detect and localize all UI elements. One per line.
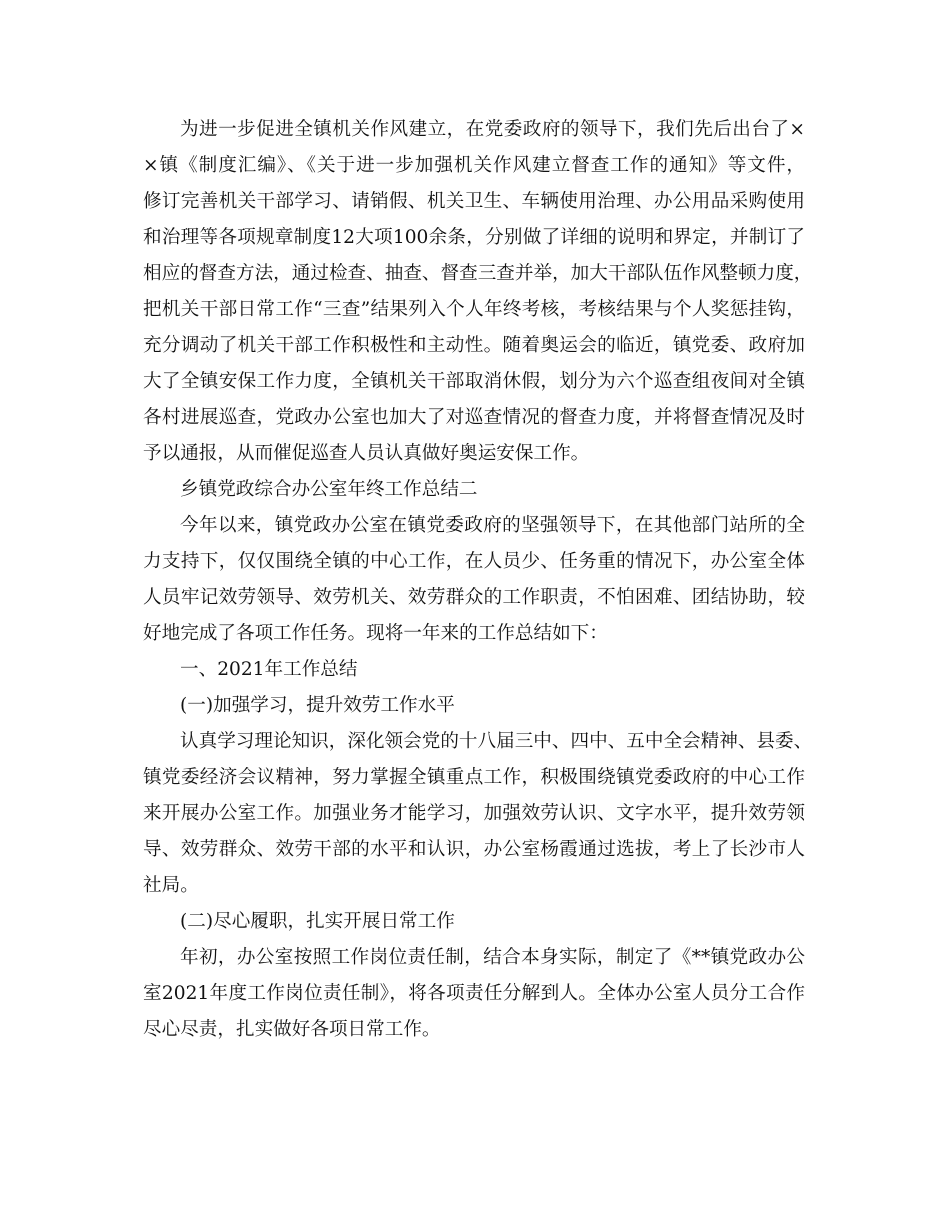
text-line: 大了全镇安保工作力度，全镇机关干部取消休假，划分为六个巡查组夜间对全镇 <box>143 371 805 392</box>
text-line: 尽心尽责，扎实做好各项日常工作。 <box>143 1019 441 1040</box>
text-line: 把机关干部日常工作“三查”结果列入个人年终考核，考核结果与个人奖惩挂钩， <box>143 299 805 320</box>
text-line: 各村进展巡查，党政办公室也加大了对巡查情况的督查力度，并将督查情况及时 <box>143 407 805 428</box>
text-line: 人员牢记效劳领导、效劳机关、效劳群众的工作职责，不怕困难、团结协助，较 <box>143 587 805 608</box>
heading-level-1 <box>143 652 805 688</box>
heading-level-2 <box>143 688 805 724</box>
paragraph-daily-work <box>143 940 805 1048</box>
text-line: 力支持下，仅仅围绕全镇的中心工作，在人员少、任务重的情况下，办公室全体 <box>143 551 805 572</box>
heading-line: (一)加强学习，提升效劳工作水平 <box>180 695 455 716</box>
heading-line: 一、2021年工作总结 <box>180 659 358 680</box>
text-line: 镇党委经济会议精神，努力掌握全镇重点工作，积极围绕镇党委政府的中心工作 <box>143 767 805 788</box>
text-line: 修订完善机关干部学习、请销假、机关卫生、车辆使用治理、办公用品采购使用 <box>143 191 805 212</box>
text-line: 认真学习理论知识，深化领会党的十八届三中、四中、五中全会精神、县委、 <box>180 731 813 752</box>
paragraph-intro <box>143 508 805 652</box>
heading-line: 乡镇党政综合办公室年终工作总结二 <box>180 479 478 500</box>
text-line: 好地完成了各项工作任务。现将一年来的工作总结如下： <box>143 623 608 644</box>
text-line: 室2021年度工作岗位责任制》，将各项责任分解到人。全体办公室人员分工合作 <box>143 983 805 1004</box>
text-line: 来开展办公室工作。加强业务才能学习，加强效劳认识、文字水平，提升效劳领 <box>143 803 805 824</box>
paragraph-study <box>143 724 813 904</box>
heading-level-2 <box>143 904 805 940</box>
text-line: 年初，办公室按照工作岗位责任制，结合本身实际，制定了《**镇党政办公 <box>180 947 805 968</box>
section-title <box>143 472 805 508</box>
heading-line: (二)尽心履职，扎实开展日常工作 <box>180 911 455 932</box>
text-line: 予以通报，从而催促巡查人员认真做好奥运安保工作。 <box>143 443 590 464</box>
paragraph-work-style <box>143 112 813 472</box>
text-line: 为进一步促进全镇机关作风建立，在党委政府的领导下，我们先后出台了× <box>180 119 805 140</box>
document-body <box>143 112 813 1048</box>
text-line: ×镇《制度汇编》、《关于进一步加强机关作风建立督查工作的通知》等文件， <box>143 155 805 176</box>
text-line: 社局。 <box>143 875 199 896</box>
text-line: 相应的督查方法，通过检查、抽查、督查三查并举，加大干部队伍作风整顿力度， <box>143 263 813 284</box>
text-line: 今年以来，镇党政办公室在镇党委政府的坚强领导下，在其他部门站所的全 <box>180 515 805 536</box>
text-line: 和治理等各项规章制度12大项100余条，分别做了详细的说明和界定，并制订了 <box>143 227 805 248</box>
text-line: 充分调动了机关干部工作积极性和主动性。随着奥运会的临近，镇党委、政府加 <box>143 335 805 356</box>
text-line: 导、效劳群众、效劳干部的水平和认识，办公室杨霞通过选拔，考上了长沙市人 <box>143 839 805 860</box>
